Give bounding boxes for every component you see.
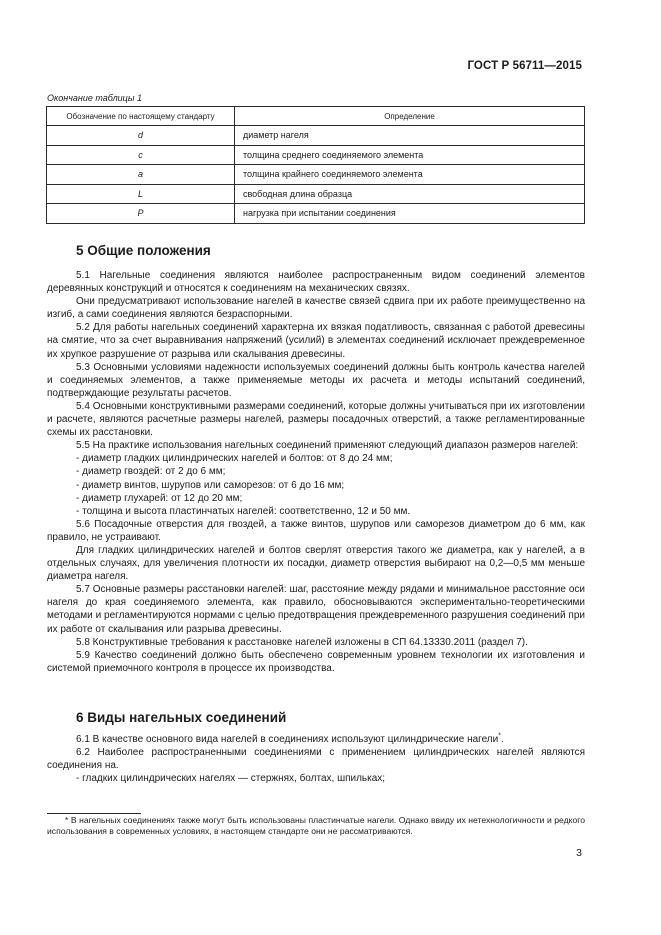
column-header-definition: Определение — [235, 107, 585, 126]
symbol-cell: P — [47, 204, 235, 224]
paragraph-5-3: 5.3 Основными условиями надежности используемых соединений должны быть контроль качества нагелей и соединяемых элементов, а также применяемые методы их расчета и методы испытаний соединений, подтверждающие результаты расчетов. — [47, 361, 585, 399]
symbol-cell: a — [47, 165, 235, 185]
page-number: 3 — [576, 847, 582, 859]
list-item: - диаметр глухарей: от 12 до 20 мм; — [76, 492, 243, 504]
paragraph-5-6: 5.6 Посадочные отверстия для гвоздей, а также винтов, шурупов или саморезов диаметром до 6 мм, как правило, не устраивают. — [47, 518, 585, 543]
table-row — [47, 184, 585, 204]
definition-cell: нагрузка при испытании соединения — [235, 204, 585, 224]
column-header-symbol: Обозначение по настоящему стандарту — [47, 107, 235, 126]
table-row — [47, 145, 585, 165]
definition-cell: диаметр нагеля — [235, 126, 585, 146]
table-row — [47, 165, 585, 185]
section-6-heading: 6 Виды нагельных соединений — [76, 710, 287, 725]
section-5 — [47, 243, 585, 675]
standard-designation: ГОСТ Р 56711—2015 — [467, 60, 582, 72]
list-item: - диаметр винтов, шурупов или саморезов: от 6 до 16 мм; — [76, 479, 345, 491]
paragraph-5-8: 5.8 Конструктивные требования к расстановке нагелей изложены в СП 64.13330.2011 (раздел 7). — [76, 636, 528, 648]
table-row — [47, 204, 585, 224]
definition-cell: толщина крайнего соединяемого элемента — [235, 165, 585, 185]
footnote: * В нагельных соединениях также могут быть использованы пластинчатые нагели. Однако ввиду их нетехнологичности и редкого использования в современных условиях, в настоящем стандарте они не рассматриваются. — [47, 815, 585, 837]
definition-cell: свободная длина образца — [235, 184, 585, 204]
paragraph-5-4: 5.4 Основными конструктивными размерами соединений, которые должны учитываться при их изготовлении и расчете, являются расчетные размеры нагелей, размеры посадочных отверстий, а также регламентированные схемы их расстановки. — [47, 400, 585, 439]
paragraph-6-2: 6.2 Наиболее распространенными соединениями с применением цилиндрических нагелей являются соединения на. — [47, 747, 585, 772]
paragraph-5-1: 5.1 Нагельные соединения являются наиболее распространенным видом соединений элементов деревянных конструкций и относятся к соединениям на механических связях. — [47, 270, 585, 295]
paragraph-6-1-end: . — [500, 734, 504, 745]
definition-cell: толщина среднего соединяемого элемента — [235, 145, 585, 165]
paragraph-6-1-text: 6.1 В качестве основного вида нагелей в соединениях используют цилиндрические нагели — [76, 734, 499, 745]
footnote-rule — [47, 813, 141, 814]
symbol-cell: c — [47, 145, 235, 165]
paragraph-5-7: 5.7 Основные размеры расстановки нагелей: шаг, расстояние между рядами и минимальное расстояние оси нагеля до края соединяемого элемента, как правило, обосновываются экспериментально-теоретическими методами и регламентируются нормами с целью предотвращения преждевременного разрушения соединений при их работе от скалывания или разрыва древесины. — [47, 584, 585, 635]
definitions-table — [46, 106, 585, 224]
section-6 — [47, 710, 585, 785]
list-item: - гладких цилиндрических нагелях — стержнях, болтах, шпильках; — [76, 773, 386, 785]
table-row — [47, 126, 585, 146]
list-item: - толщина и высота пластинчатых нагелей: соответственно, 12 и 50 мм. — [76, 505, 411, 517]
table-caption: Окончание таблицы 1 — [47, 93, 142, 103]
list-item: - диаметр гвоздей: от 2 до 6 мм; — [76, 466, 226, 478]
paragraph-6-1 — [47, 733, 585, 746]
paragraph-5-6b: Для гладких цилиндрических нагелей и болтов сверлят отверстия такого же диаметра, как у нагелей, а в отдельных случаях, для увеличения плотности их посадки, диаметр отверстия выбирают на 0,2—0,5 мм меньше диаметра нагеля. — [47, 544, 585, 583]
list-item: - диаметр гладких цилиндрических нагелей и болтов: от 8 до 24 мм; — [76, 453, 393, 465]
section-5-heading: 5 Общие положения — [76, 243, 211, 258]
paragraph-5-1b: Они предусматривают использование нагелей в качестве связей сдвига при их работе преимущественно на изгиб, а сами соединения являются безраспорными. — [47, 296, 585, 321]
footnote-marker: * — [498, 732, 501, 740]
paragraph-5-9: 5.9 Качество соединений должно быть обеспечено современным уровнем технологии их изготовления и системой приемочного контроля в процессе их производства. — [47, 649, 585, 674]
symbol-cell: L — [47, 184, 235, 204]
paragraph-5-5: 5.5 На практике использования нагельных соединений применяют следующий диапазон размеров нагелей: — [76, 440, 579, 452]
symbol-cell: d — [47, 126, 235, 146]
paragraph-5-2: 5.2 Для работы нагельных соединений характерна их вязкая податливость, связанная с работой древесины на смятие, что за счет выравнивания напряжений (усилий) в элементах соединений исключает преждевременное их хрупкое разрушение от разрыва или скалывания древесины. — [47, 322, 585, 360]
table-header-row — [47, 107, 585, 126]
